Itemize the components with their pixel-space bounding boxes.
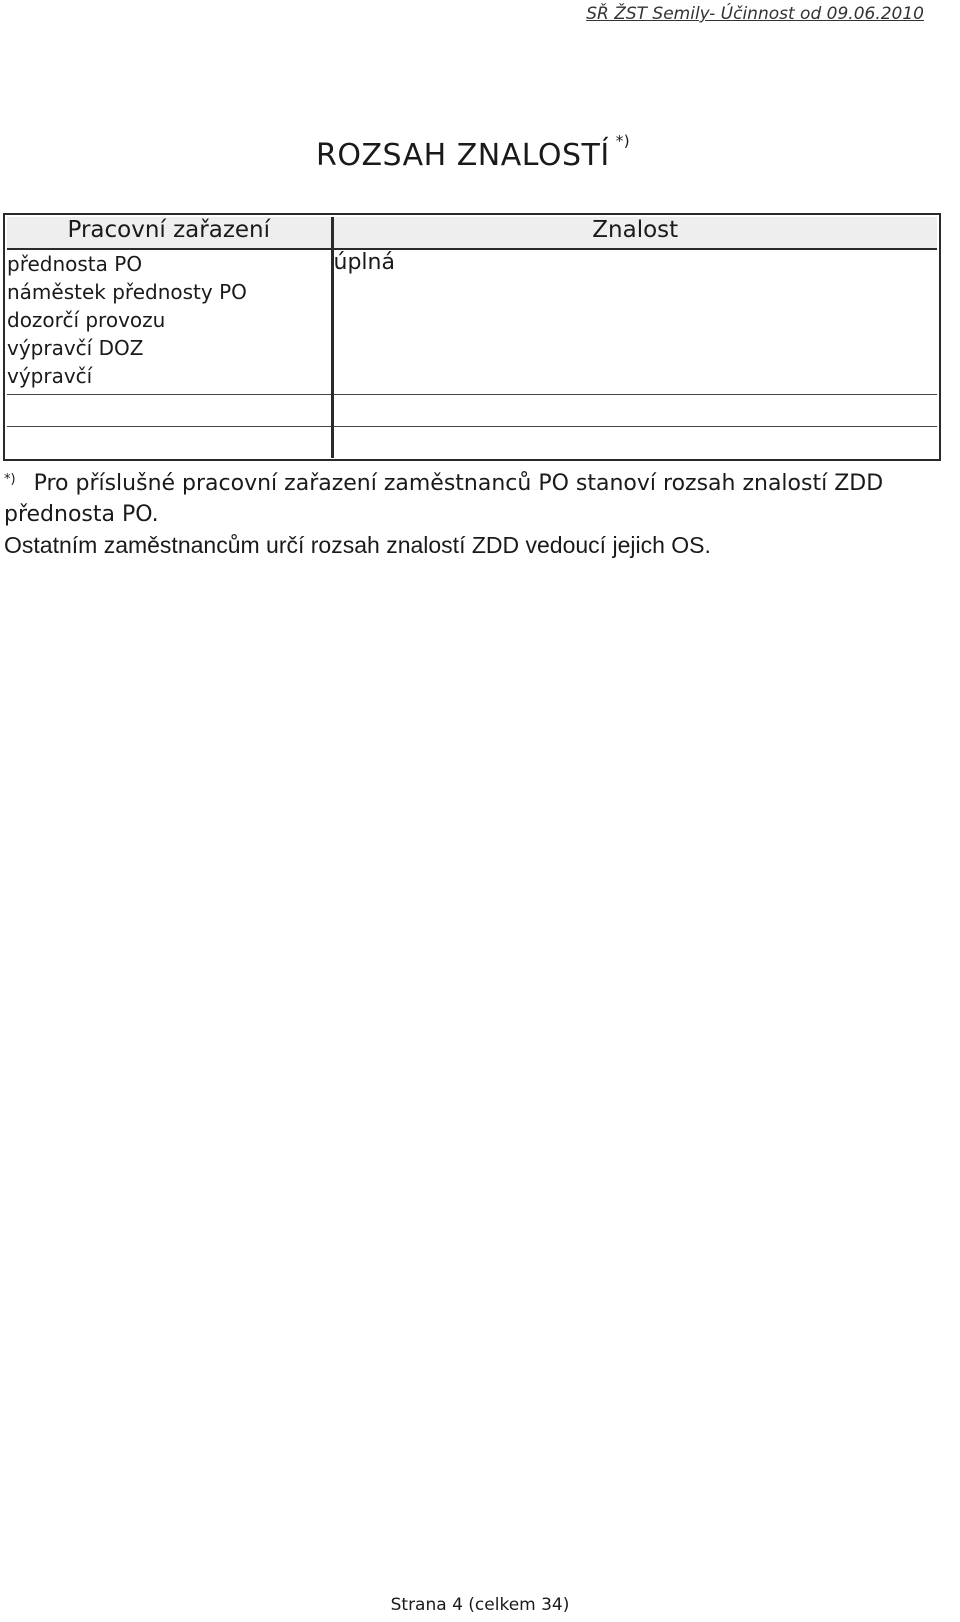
page-title-text: ROZSAH ZNALOSTÍ — [316, 138, 610, 173]
footnote-text-1: Pro příslušné pracovní zařazení zaměstnanců PO stanoví rozsah znalostí ZDD přednosta PO. — [4, 471, 884, 527]
title-footnote-marker: *) — [615, 132, 631, 150]
table-row — [7, 249, 937, 394]
empty-cell — [7, 394, 332, 426]
knowledge-level-cell: úplná — [332, 249, 937, 394]
page-number: Strana 4 (celkem 34) — [390, 1595, 570, 1615]
document-reference: SŘ ŽST Semily- Účinnost od 09.06.2010 — [586, 4, 924, 24]
header-knowledge: Znalost — [332, 217, 937, 249]
role-item: náměstek přednosty PO — [7, 280, 247, 304]
table-header-row — [7, 217, 937, 249]
empty-cell — [7, 426, 332, 458]
role-item: dozorčí provozu — [7, 308, 166, 332]
footnote-line-1 — [4, 468, 944, 530]
knowledge-table — [7, 217, 937, 458]
footnote — [4, 468, 944, 561]
footnote-line-2: Ostatním zaměstnancům určí rozsah znalostí ZDD vedoucí jejich OS. — [4, 532, 711, 558]
footnote-marker: *) — [4, 472, 16, 487]
roles-cell — [7, 249, 332, 394]
table-row-empty — [7, 426, 937, 458]
table-row-empty — [7, 394, 937, 426]
role-item: přednosta PO — [7, 252, 143, 276]
empty-cell — [332, 394, 937, 426]
role-item: výpravčí — [7, 364, 93, 388]
empty-cell — [332, 426, 937, 458]
page-title — [316, 132, 631, 173]
header-role: Pracovní zařazení — [7, 217, 332, 249]
knowledge-table-frame — [3, 213, 941, 461]
role-item: výpravčí DOZ — [7, 336, 144, 360]
